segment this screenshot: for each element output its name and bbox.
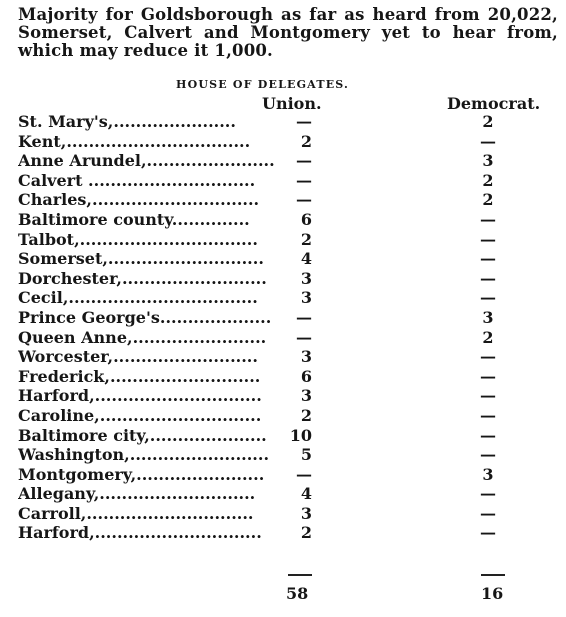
union-count: 3 xyxy=(300,347,312,367)
table-row xyxy=(18,367,558,387)
democrat-count: — xyxy=(480,268,496,288)
democrat-count: — xyxy=(480,249,496,269)
democrat-count: — xyxy=(480,288,496,308)
democrat-count: — xyxy=(480,405,496,425)
county-name: Charles,.............................. xyxy=(18,190,260,210)
county-name: Montgomery,....................... xyxy=(18,464,265,484)
table-row xyxy=(18,406,558,426)
union-count: 2 xyxy=(300,229,312,249)
union-count: — xyxy=(296,307,312,327)
county-name: Kent,................................. xyxy=(18,131,251,151)
democrat-count: — xyxy=(480,131,496,151)
democrat-count: — xyxy=(480,503,496,523)
union-count: 2 xyxy=(300,523,312,543)
county-name: Dorchester,.......................... xyxy=(18,268,267,288)
democrat-count: — xyxy=(480,209,496,229)
county-name: Harford,.............................. xyxy=(18,523,262,543)
democrat-count: — xyxy=(480,386,496,406)
union-count: 3 xyxy=(300,268,312,288)
democrat-count: — xyxy=(480,366,496,386)
county-name: St. Mary's,...................... xyxy=(18,112,236,131)
county-name: Queen Anne,........................ xyxy=(18,327,267,347)
table-row xyxy=(18,269,558,289)
democrat-column-header: Democrat. xyxy=(447,94,541,113)
county-name: Frederick,........................... xyxy=(18,366,261,386)
county-name: Carroll,.............................. xyxy=(18,503,254,523)
democrat-count: 2 xyxy=(482,170,494,190)
table-row xyxy=(18,171,558,191)
table-row xyxy=(18,210,558,230)
table-row xyxy=(18,484,558,504)
union-count: 3 xyxy=(300,288,312,308)
democrat-count: 2 xyxy=(482,190,494,210)
democrat-count: 2 xyxy=(482,112,494,131)
county-name: Cecil,.................................. xyxy=(18,288,258,308)
union-count: 5 xyxy=(300,445,312,465)
county-name: Harford,.............................. xyxy=(18,386,262,406)
county-name: Worcester,.......................... xyxy=(18,347,258,367)
county-name: Baltimore city,..................... xyxy=(18,425,267,445)
union-count: 6 xyxy=(300,209,312,229)
democrat-total: 16 xyxy=(481,584,504,603)
union-count: — xyxy=(296,190,312,210)
table-row xyxy=(18,465,558,485)
democrat-count: 3 xyxy=(482,151,494,171)
table-row xyxy=(18,190,558,210)
table-row xyxy=(18,504,558,524)
democrat-count: — xyxy=(480,445,496,465)
table-row xyxy=(18,112,558,132)
county-name: Calvert .............................. xyxy=(18,170,256,190)
union-count: — xyxy=(296,112,312,131)
table-row xyxy=(18,445,558,465)
intro-paragraph: Majority for Goldsborough as far as heard from 20,022, Somerset, Calvert and Montgomery yet to hear from, which may reduce it 1,000. xyxy=(18,5,558,60)
results-table xyxy=(18,112,558,543)
union-count: 3 xyxy=(300,503,312,523)
table-row xyxy=(18,328,558,348)
county-name: Baltimore county.............. xyxy=(18,209,250,229)
table-row xyxy=(18,308,558,328)
union-count: 2 xyxy=(300,405,312,425)
union-count: 4 xyxy=(300,484,312,504)
county-name: Allegany,............................ xyxy=(18,484,256,504)
union-count: — xyxy=(296,170,312,190)
county-name: Somerset,............................ xyxy=(18,249,264,269)
table-row xyxy=(18,230,558,250)
democrat-count: 3 xyxy=(482,307,494,327)
union-count: — xyxy=(296,151,312,171)
county-name: Prince George's.................... xyxy=(18,307,272,327)
union-count: 3 xyxy=(300,386,312,406)
democrat-count: — xyxy=(480,523,496,543)
table-row xyxy=(18,426,558,446)
union-column-header: Union. xyxy=(262,94,322,113)
table-row xyxy=(18,249,558,269)
table-row xyxy=(18,523,558,543)
democrat-count: — xyxy=(480,347,496,367)
table-row xyxy=(18,132,558,152)
table-row xyxy=(18,288,558,308)
democrat-total-rule xyxy=(481,574,505,576)
county-name: Talbot,................................ xyxy=(18,229,258,249)
democrat-count: 2 xyxy=(482,327,494,347)
table-row xyxy=(18,151,558,171)
union-count: — xyxy=(296,327,312,347)
union-total: 58 xyxy=(286,584,309,603)
county-name: Washington,......................... xyxy=(18,445,270,465)
county-name: Caroline,............................. xyxy=(18,405,262,425)
table-row xyxy=(18,347,558,367)
section-heading: HOUSE OF DELEGATES. xyxy=(176,78,350,91)
union-count: 6 xyxy=(300,366,312,386)
democrat-count: 3 xyxy=(482,464,494,484)
union-total-rule xyxy=(288,574,312,576)
union-count: 4 xyxy=(300,249,312,269)
union-count: 10 xyxy=(289,425,312,445)
table-row xyxy=(18,386,558,406)
democrat-count: — xyxy=(480,425,496,445)
union-count: — xyxy=(296,464,312,484)
democrat-count: — xyxy=(480,229,496,249)
county-name: Anne Arundel,....................... xyxy=(18,151,275,171)
democrat-count: — xyxy=(480,484,496,504)
union-count: 2 xyxy=(300,131,312,151)
